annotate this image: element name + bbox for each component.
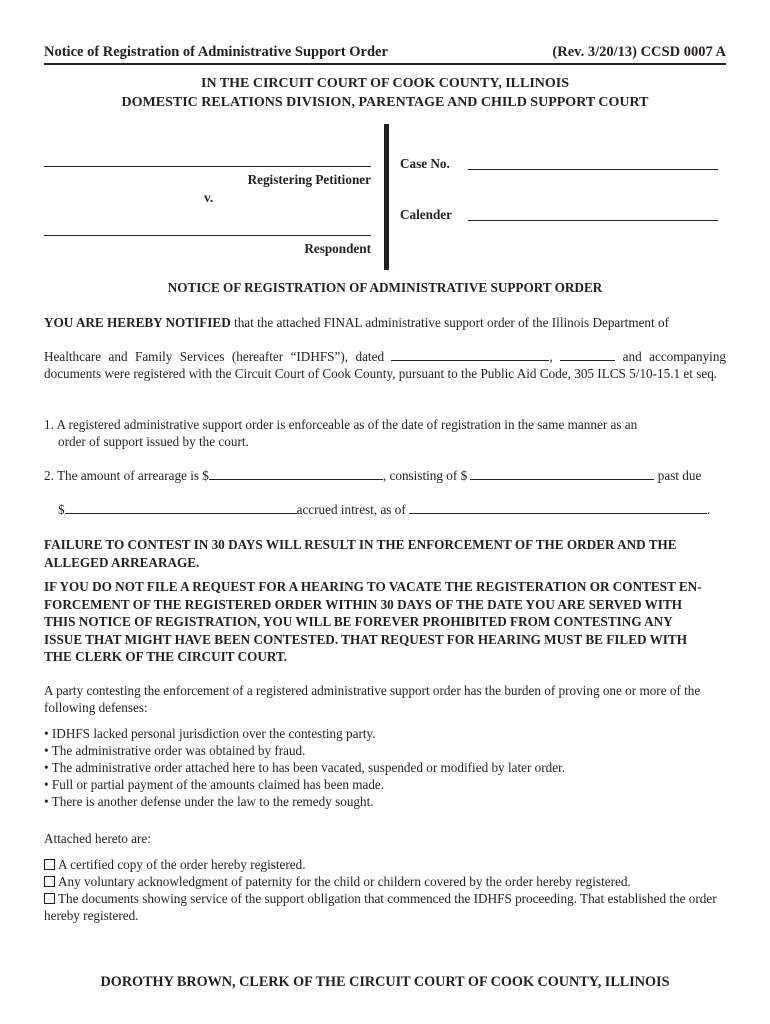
hearing-warning-line3: THIS NOTICE OF REGISTRATION, YOU WILL BE FOREVER PROHIBITED FROM CONTESTING ANY bbox=[44, 614, 673, 629]
failure-to-contest-warning: FAILURE TO CONTEST IN 30 DAYS WILL RESULT IN THE ENFORCEMENT OF THE ORDER AND THE ALLEGED ARREARAGE. bbox=[44, 537, 677, 570]
attachment-label: Any voluntary acknowledgment of paternity for the child or childern covered by the order hereby registered. bbox=[58, 874, 631, 889]
past-due-label: past due bbox=[657, 468, 702, 483]
hearing-warning-line5: THE CLERK OF THE CIRCUIT COURT. bbox=[44, 649, 288, 664]
defense-item: • Full or partial payment of the amounts claimed has been made. bbox=[44, 777, 385, 792]
header-rule bbox=[44, 63, 726, 65]
form-title: Notice of Registration of Administrative Support Order bbox=[44, 44, 388, 60]
item-2-line2 bbox=[58, 501, 726, 518]
attachment-label: A certified copy of the order hereby registered. bbox=[58, 857, 306, 872]
checkbox[interactable] bbox=[44, 876, 55, 887]
clerk-signature-line: DOROTHY BROWN, CLERK OF THE CIRCUIT COURT OF COOK COUNTY, ILLINOIS bbox=[100, 974, 670, 990]
calendar-label: Calender bbox=[400, 207, 453, 222]
item-1-line2: order of support issued by the court. bbox=[58, 434, 249, 449]
attached-label: Attached hereto are: bbox=[44, 831, 151, 846]
notice-intro-text: that the attached FINAL administrative support order of the Illinois Department of bbox=[230, 315, 669, 330]
petitioner-label: Registering Petitioner bbox=[247, 172, 371, 187]
case-no-label: Case No. bbox=[400, 156, 450, 171]
date-separator: , bbox=[549, 349, 553, 364]
court-name-line1: IN THE CIRCUIT COURT OF COOK COUNTY, ILLINOIS bbox=[201, 76, 569, 91]
attachment-service-documents bbox=[44, 890, 726, 924]
defenses-intro: A party contesting the enforcement of a registered administrative support order has the burden of proving one or more of the following defenses: bbox=[44, 683, 701, 715]
calendar-field[interactable] bbox=[468, 208, 718, 221]
notice-paragraph bbox=[44, 348, 726, 382]
respondent-label: Respondent bbox=[304, 241, 371, 256]
accrued-interest-field[interactable] bbox=[65, 501, 297, 514]
defense-item: • There is another defense under the law to the remedy sought. bbox=[44, 794, 374, 809]
arrearage-label: 2. The amount of arrearage is $ bbox=[44, 468, 209, 483]
notice-intro-line bbox=[44, 314, 726, 331]
past-due-amount-field[interactable] bbox=[470, 467, 654, 480]
dollar-sign: $ bbox=[58, 502, 65, 517]
as-of-date-field[interactable] bbox=[409, 501, 707, 514]
date-field[interactable] bbox=[391, 348, 549, 361]
versus-label: v. bbox=[204, 190, 214, 205]
petitioner-name-line[interactable] bbox=[44, 156, 371, 167]
attachment-label: The documents showing service of the support obligation that commenced the IDHFS proceeding. That established the order hereby registered. bbox=[44, 891, 717, 923]
defense-item: • The administrative order attached here to has been vacated, suspended or modified by later order. bbox=[44, 760, 566, 775]
court-name-line2: DOMESTIC RELATIONS DIVISION, PARENTAGE AND CHILD SUPPORT COURT bbox=[121, 95, 649, 110]
hearing-warning-line2: FORCEMENT OF THE REGISTERED ORDER WITHIN 30 DAYS OF THE DATE YOU ARE SERVED WITH bbox=[44, 596, 683, 612]
attachment-paternity bbox=[44, 873, 726, 890]
case-no-field[interactable] bbox=[468, 157, 718, 170]
hearing-warning-line4: ISSUE THAT MIGHT HAVE BEEN CONTESTED. THAT REQUEST FOR HEARING MUST BE FILED WITH bbox=[44, 631, 687, 647]
accrued-interest-label: accrued intrest, as of bbox=[296, 502, 406, 517]
hearing-warning-line1: IF YOU DO NOT FILE A REQUEST FOR A HEARING TO VACATE THE REGISTERATION OR CONTEST EN- bbox=[44, 579, 702, 594]
notice-registered-text: and accompanying documents were registered with the Circuit Court of Cook County, pursuant to the Public Aid Code, 305 ILCS 5/10-15.1 et seq. bbox=[44, 349, 727, 381]
form-number: (Rev. 3/20/13) CCSD 0007 A bbox=[552, 44, 726, 60]
checkbox[interactable] bbox=[44, 859, 55, 870]
consisting-label: , consisting of $ bbox=[382, 468, 468, 483]
checkbox[interactable] bbox=[44, 893, 55, 904]
item-2-line1 bbox=[44, 467, 726, 484]
item-1-line1: 1. A registered administrative support order is enforceable as of the date of registration in the same manner as an bbox=[44, 417, 638, 432]
defense-item: • The administrative order was obtained by fraud. bbox=[44, 743, 306, 758]
caption-divider bbox=[384, 124, 389, 270]
notice-lead: YOU ARE HEREBY NOTIFIED bbox=[44, 315, 231, 330]
notice-title: NOTICE OF REGISTRATION OF ADMINISTRATIVE SUPPORT ORDER bbox=[167, 280, 603, 295]
period: . bbox=[707, 502, 711, 517]
defenses-list bbox=[44, 725, 726, 810]
notice-dated-text: Healthcare and Family Services (hereafter “IDHFS”), dated bbox=[44, 349, 385, 364]
defense-item: • IDHFS lacked personal jurisdiction over the contesting party. bbox=[44, 726, 376, 741]
year-field[interactable] bbox=[560, 348, 615, 361]
respondent-name-line[interactable] bbox=[44, 225, 371, 236]
attachment-certified-copy bbox=[44, 856, 726, 873]
arrearage-amount-field[interactable] bbox=[209, 467, 383, 480]
